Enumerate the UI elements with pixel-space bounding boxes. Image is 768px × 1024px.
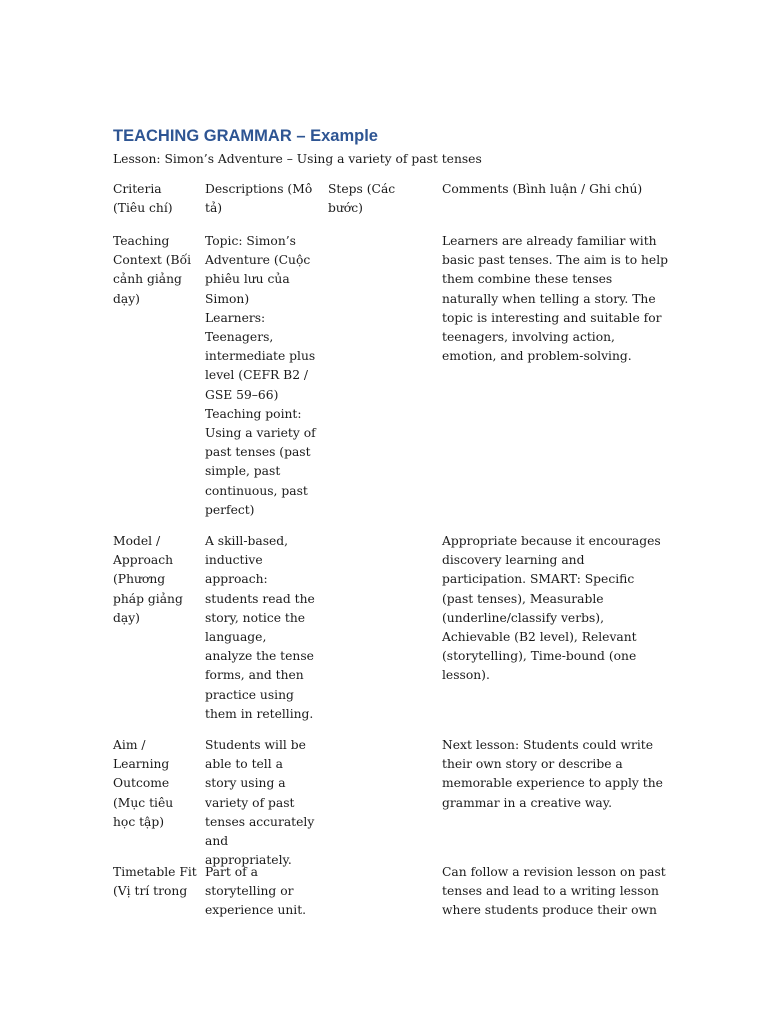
description-line: Teaching point: Using a variety of past tenses (past simple, past continuous, past perfect) [205, 406, 316, 517]
description-line: Learners: Teenagers, intermediate plus level (CEFR B2 / GSE 59–66) [205, 310, 316, 402]
criteria-cell: Teaching Context (Bối cảnh giảng dạy) [113, 234, 192, 306]
lesson-subtitle: Lesson: Simon’s Adventure – Using a variety of past tenses [113, 152, 482, 166]
header-comments: Comments (Bình luận / Ghi chú) [442, 182, 643, 196]
document-title: TEACHING GRAMMAR – Example [113, 127, 378, 145]
header-steps: Steps (Các bước) [328, 182, 396, 216]
criteria-cell: Timetable Fit (Vị trí trong [113, 865, 197, 899]
document-page [113, 124, 673, 174]
description-cell: A skill-based, inductive approach: students read the story, notice the language, analyze the tense forms, and then practice using them in retelling. [205, 534, 315, 721]
header-criteria: Criteria (Tiêu chí) [113, 182, 173, 216]
description-line: Topic: Simon’s Adventure (Cuộc phiêu lưu của Simon) [205, 234, 311, 306]
criteria-cell: Aim / Learning Outcome (Mục tiêu học tập) [113, 738, 174, 829]
description-cell: Part of a storytelling or experience unit. [205, 865, 307, 918]
description-cell [205, 232, 317, 520]
comment-cell: Next lesson: Students could write their own story or describe a memorable experience to apply the grammar in a creative way. [442, 738, 663, 810]
comment-cell: Appropriate because it encourages discovery learning and participation. SMART: Specific (past tenses), Measurable (underline/classify verbs), Achievable (B2 level), Relevant (storytelling), Time-bound (one lesson). [442, 534, 661, 683]
description-topic [205, 232, 317, 520]
header-descriptions: Descriptions (Mô tả) [205, 182, 313, 216]
comment-cell: Learners are already familiar with basic past tenses. The aim is to help them combine these tenses naturally when telling a story. The topic is interesting and suitable for teenagers, involving action, emotion, and problem-solving. [442, 234, 669, 364]
comment-cell: Can follow a revision lesson on past tenses and lead to a writing lesson where students produce their own [442, 865, 666, 918]
grammar-table [113, 180, 673, 924]
criteria-cell: Model / Approach (Phương pháp giảng dạy) [113, 534, 183, 625]
description-cell: Students will be able to tell a story using a variety of past tenses accurately and appropriately. [205, 738, 315, 868]
